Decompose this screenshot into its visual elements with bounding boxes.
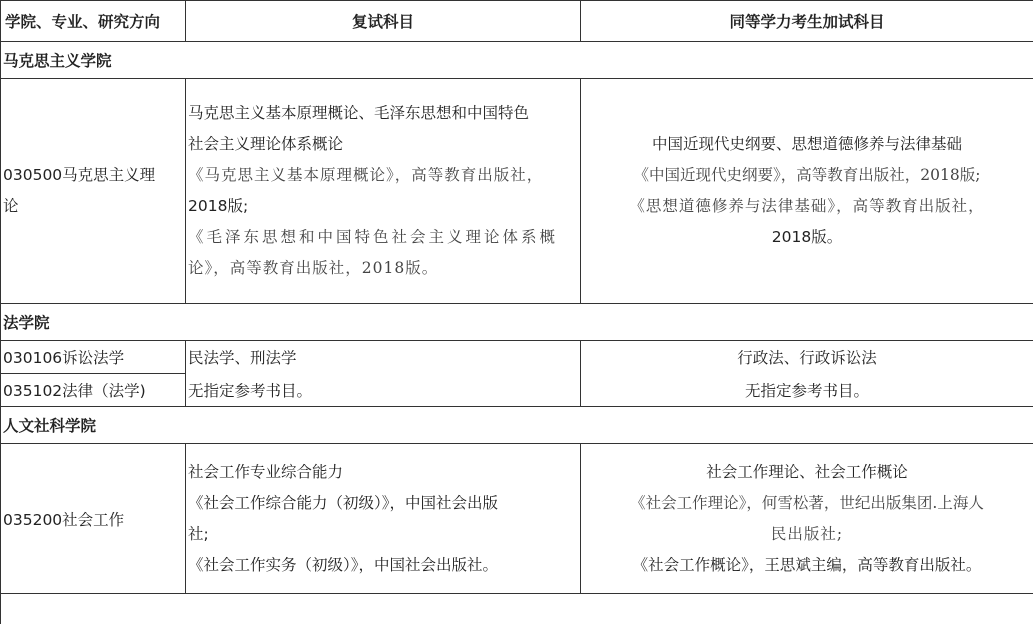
reference-book: 《社会工作实务（初级）》，中国社会出版社。 [188, 555, 499, 574]
header-college-major: 学院、专业、研究方向 [1, 1, 186, 42]
reference-book: 《社会工作综合能力（初级）》，中国社会出版 [188, 493, 499, 512]
major-cell: 035102法律（法学) [1, 374, 186, 407]
section-row [1, 42, 1033, 79]
table-row [1, 594, 1033, 625]
college-name: 人文社科学院 [1, 407, 1033, 444]
major-cell: 030106诉讼法学 [1, 341, 186, 374]
retest-subject: 社会工作专业综合能力 [188, 462, 344, 481]
table-row [1, 341, 1033, 374]
major-cell [1, 79, 186, 304]
retest-cell: 民法学、刑法学 [186, 341, 581, 374]
retest-subject: 马克思主义基本原理概论、毛泽东思想和中国特色 [188, 104, 530, 122]
reference-book: 论》，高等教育出版社，2018版。 [188, 259, 439, 277]
table-row [1, 79, 1033, 304]
reference-book: 民出版社; [770, 524, 844, 543]
table-row [1, 444, 1033, 594]
reference-book: 《马克思主义基本原理概论》，高等教育出版社， [188, 166, 544, 184]
extra-cell: 无指定参考书目。 [581, 374, 1033, 407]
reference-book: 《毛泽东思想和中国特色社会主义理论体系概 [188, 228, 559, 246]
major-cell: 035200社会工作 [1, 444, 186, 594]
reference-book: 《社会工作概论》，王思斌主编，高等教育出版社。 [632, 555, 982, 574]
table-row [1, 374, 1033, 407]
extra-subject: 中国近现代史纲要、思想道德修养与法律基础 [651, 135, 962, 153]
reference-book: 《社会工作理论》，何雪松著，世纪出版集团.上海人 [630, 493, 984, 512]
major-text: 论 [3, 197, 19, 215]
extra-cell: 行政法、行政诉讼法 [581, 341, 1033, 374]
retest-subject: 社会主义理论体系概论 [188, 135, 344, 153]
reference-book: 2018版。 [771, 228, 843, 246]
major-text: 030500马克思主义理 [3, 166, 156, 184]
extra-cell [581, 79, 1033, 304]
section-row [1, 304, 1033, 341]
empty-row [1, 594, 1033, 625]
college-name: 法学院 [1, 304, 1033, 341]
header-extra-subjects: 同等学力考生加试科目 [581, 1, 1033, 42]
reference-book: 2018版; [188, 197, 249, 215]
college-name: 马克思主义学院 [1, 42, 1033, 79]
extra-subject: 社会工作理论、社会工作概论 [706, 462, 908, 481]
retest-cell: 无指定参考书目。 [186, 374, 581, 407]
reference-book: 《中国近现代史纲要》，高等教育出版社，2018版; [633, 166, 981, 184]
table-header-row [1, 1, 1033, 42]
header-retest-subjects: 复试科目 [186, 1, 581, 42]
reference-book: 社; [188, 524, 209, 543]
extra-cell [581, 444, 1033, 594]
retest-cell [186, 79, 581, 304]
reference-book: 《思想道德修养与法律基础》，高等教育出版社， [629, 197, 985, 215]
section-row [1, 407, 1033, 444]
retest-cell [186, 444, 581, 594]
